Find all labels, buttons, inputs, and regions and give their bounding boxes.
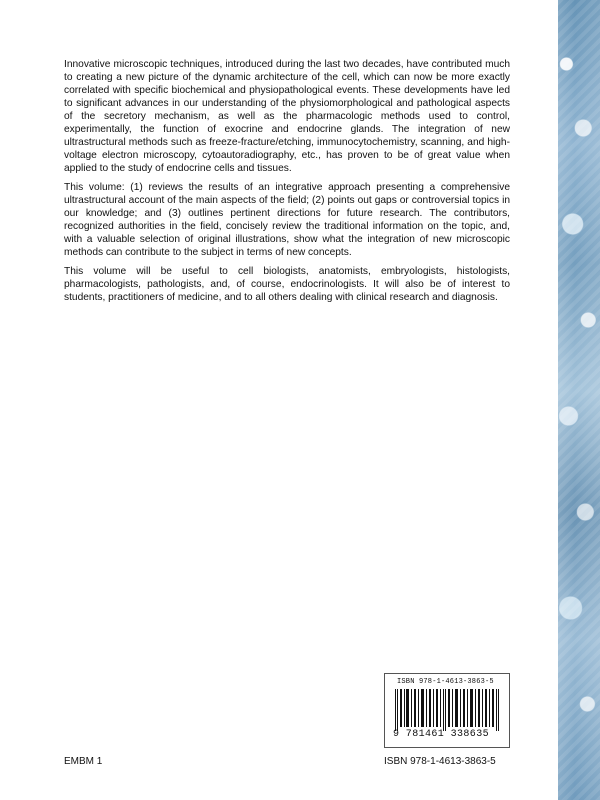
isbn-barcode <box>384 673 510 748</box>
series-code: EMBM 1 <box>64 756 103 767</box>
barcode-bars-icon <box>395 689 499 731</box>
description-paragraph-2: This volume: (1) reviews the results of an integrative approach presenting a comprehensive ultrastructural account of the main aspects of the field; (2) points out gaps or controversial topics in our knowledge; and (3) outlines pertinent directions for future research. The contributors, recognized authorities in the field, concisely review the traditional information on the topic, and, with a valuable selection of original illustrations, show what the integration of new microscopic methods can contribute to the subject in terms of new concepts. <box>64 182 510 258</box>
barcode-isbn-label: ISBN 978-1-4613-3863-5 <box>397 678 494 686</box>
barcode-number: 9 781461 338635 <box>393 729 490 740</box>
description-paragraph-3: This volume will be useful to cell biologists, anatomists, embryologists, histologists, pharmacologists, pathologists, and, of course, endocrinologists. It will also be of interest to students, practitioners of medicine, and to all others dealing with clinical research and diagnosis. <box>64 266 510 303</box>
blue-textured-spine-strip <box>558 0 600 800</box>
description-text-block <box>64 58 510 310</box>
footer-isbn: ISBN 978-1-4613-3863-5 <box>384 756 496 767</box>
description-paragraph-1: Innovative microscopic techniques, introduced during the last two decades, have contributed much to creating a new picture of the dynamic architecture of the cell, which can now be more exactly correlated with specific biochemical and physiopathological events. These developments have led to significant advances in our understanding of the physiomorphological and pathological aspects of the secretory mechanism, as well as the pharmacologic methods used to control, experimentally, the function of exocrine and endocrine glands. The integration of new ultrastructural methods such as freeze-fracture/etching, immunocytochemistry, scanning, and high-voltage electron microscopy, cytoautoradiography, etc., has proven to be of great value when applied to the study of endocrine cells and tissues. <box>64 59 510 174</box>
